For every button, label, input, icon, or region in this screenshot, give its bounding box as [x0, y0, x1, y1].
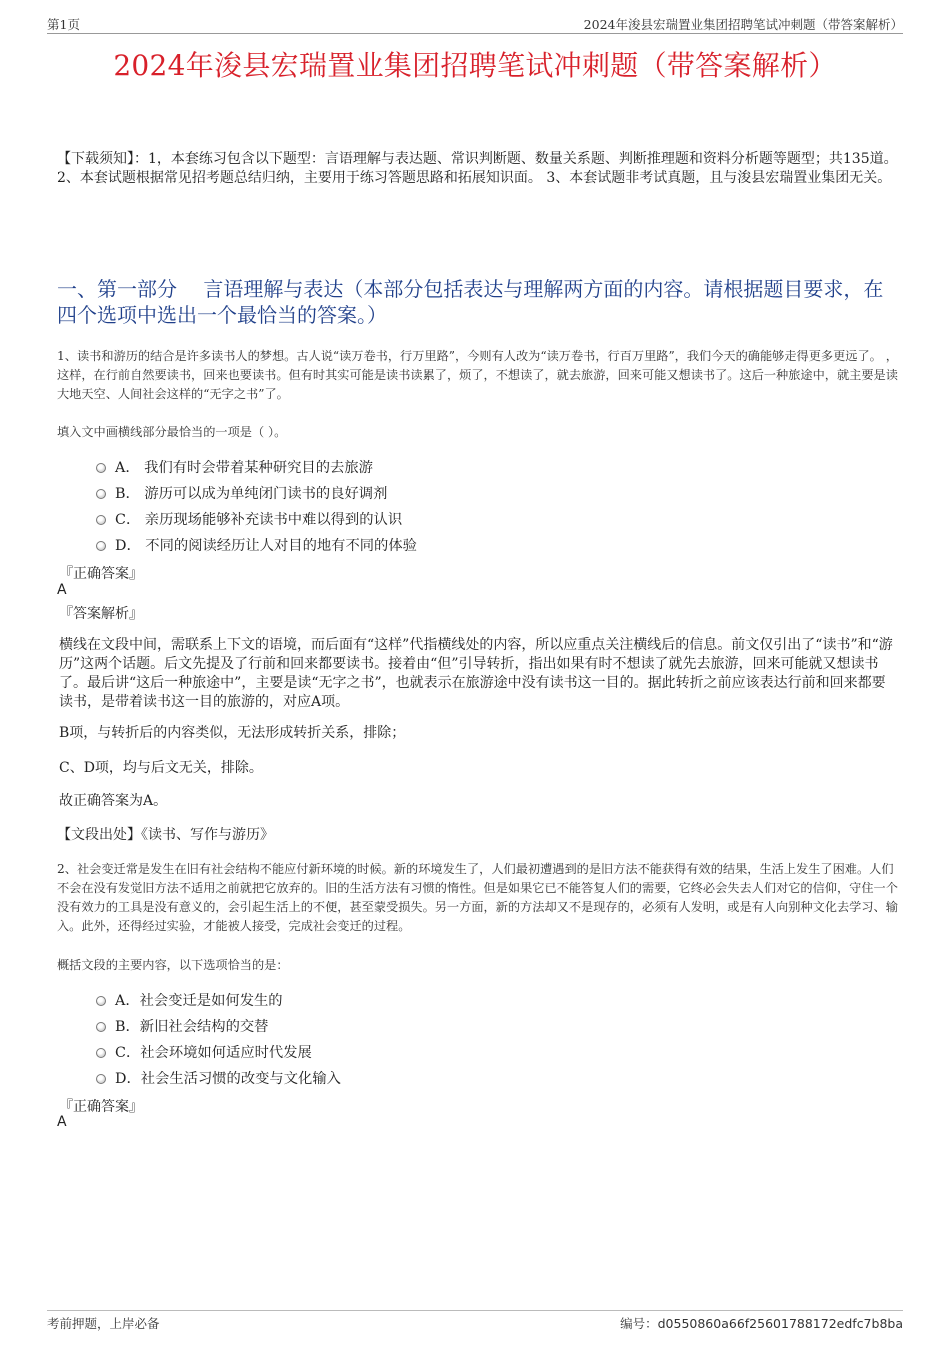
q1-analysis-conclusion: 故正确答案为A。: [59, 793, 168, 809]
footer-slogan: 考前押题，上岸必备: [47, 1316, 160, 1331]
q2-option-d[interactable]: D．社会生活习惯的改变与文化输入: [96, 1068, 341, 1088]
radio-icon[interactable]: [96, 541, 106, 551]
radio-icon[interactable]: [96, 1048, 106, 1058]
radio-icon[interactable]: [96, 1074, 106, 1084]
q1-analysis-b: B项，与转折后的内容类似，无法形成转折关系，排除；: [59, 725, 406, 741]
q2-answer-value: A: [57, 1114, 67, 1130]
footer-code-value: d0550860a66f25601788172edfc7b8ba: [657, 1316, 903, 1331]
q1-option-a[interactable]: A． 我们有时会带着某种研究目的去旅游: [96, 457, 373, 477]
radio-icon[interactable]: [96, 996, 106, 1006]
q2-prompt: 概括文段的主要内容，以下选项恰当的是：: [57, 958, 289, 972]
section-title: 一、第一部分 言语理解与表达（本部分包括表达与理解两方面的内容。请根据题目要求，在四个选项中选出一个最恰当的答案。）: [57, 277, 884, 327]
q1-option-c[interactable]: C． 亲历现场能够补充读书中难以得到的认识: [96, 509, 402, 529]
q1-answer-label: 『正确答案』: [59, 566, 143, 582]
footer-divider: [47, 1310, 903, 1311]
header-doc-title: 2024年浚县宏瑞置业集团招聘笔试冲刺题（带答案解析）: [583, 17, 903, 32]
q2-option-c[interactable]: C．社会环境如何适应时代发展: [96, 1042, 312, 1062]
q1-analysis-label: 『答案解析』: [59, 606, 143, 622]
q1-answer-value: A: [57, 582, 67, 598]
page-title: 2024年浚县宏瑞置业集团招聘笔试冲刺题（带答案解析）: [113, 49, 837, 82]
q1-source: 【文段出处】《读书、写作与游历》: [57, 827, 274, 843]
q2-option-b[interactable]: B．新旧社会结构的交替: [96, 1016, 268, 1036]
footer-code-label: 编号：: [620, 1316, 658, 1331]
q1-analysis-paragraph: 横线在文段中间，需联系上下文的语境，而后面有“这样”代指横线处的内容，所以应重点关注横线后的信息。前文仅引出了“读书”和“游历”这两个话题。后文先提及了行前和回来都要读书。接着由“但”引导转折，指出如果有时不想读了就先去旅游，回来可能就又想读书了。最后讲“这后一种旅途中”，主要是读“无字之书”，也就表示在旅游途中没有读书这一目的。据此转折之前应该表达行前和回来都要读书，是带着读书这一目的旅游的，对应A项。: [59, 637, 893, 710]
footer-code: [620, 1314, 903, 1332]
q1-prompt: 填入文中画横线部分最恰当的一项是（ ）。: [57, 425, 287, 439]
q1-analysis-cd: C、D项，均与后文无关，排除。: [59, 760, 263, 776]
radio-icon[interactable]: [96, 463, 106, 473]
radio-icon[interactable]: [96, 1022, 106, 1032]
radio-icon[interactable]: [96, 515, 106, 525]
header-divider: [47, 33, 903, 34]
radio-icon[interactable]: [96, 489, 106, 499]
q1-option-d[interactable]: D． 不同的阅读经历让人对目的地有不同的体验: [96, 535, 417, 555]
q2-stem: 2、社会变迁常是发生在旧有社会结构不能应付新环境的时候。新的环境发生了，人们最初遭遇到的是旧方法不能获得有效的结果，生活上发生了困难。人们不会在没有发觉旧方法不适用之前就把它放弃的。旧的生活方法有习惯的惰性。但是如果它已不能答复人们的需要，它终必会失去人们对它的信仰，守住一个没有效力的工具是没有意义的，会引起生活上的不便，甚至蒙受损失。另一方面，新的方法却又不是现存的，必须有人发明，或是有人向别种文化去学习、输入。此外，还得经过实验，才能被人接受，完成社会变迁的过程。: [57, 862, 898, 933]
header-page-number: 第1页: [47, 17, 80, 32]
q2-answer-label: 『正确答案』: [59, 1099, 143, 1115]
q2-option-a[interactable]: A．社会变迁是如何发生的: [96, 990, 283, 1010]
q1-option-b[interactable]: B． 游历可以成为单纯闭门读书的良好调剂: [96, 483, 387, 503]
q1-stem: 1、读书和游历的结合是许多读书人的梦想。古人说“读万卷书，行万里路”，今则有人改为“读万卷书，行百万里路”，我们今天的确能够走得更多更远了。 ，这样，在行前自然要读书，回来也要读书。但有时其实可能是读书读累了，烦了，不想读了，就去旅游，回来可能又想读书了。这后一种旅途中，就主要是读大地天空、人间社会这样的“无字之书”了。: [57, 349, 898, 401]
download-notice: 【下载须知】：1，本套练习包含以下题型：言语理解与表达题、常识判断题、数量关系题、判断推理题和资料分析题等题型；共135道。 2、本套试题根据常见招考题总结归纳，主要用于练习答题思路和拓展知识面。 3、本套试题非考试真题，且与浚县宏瑞置业集团无关。: [57, 151, 898, 186]
